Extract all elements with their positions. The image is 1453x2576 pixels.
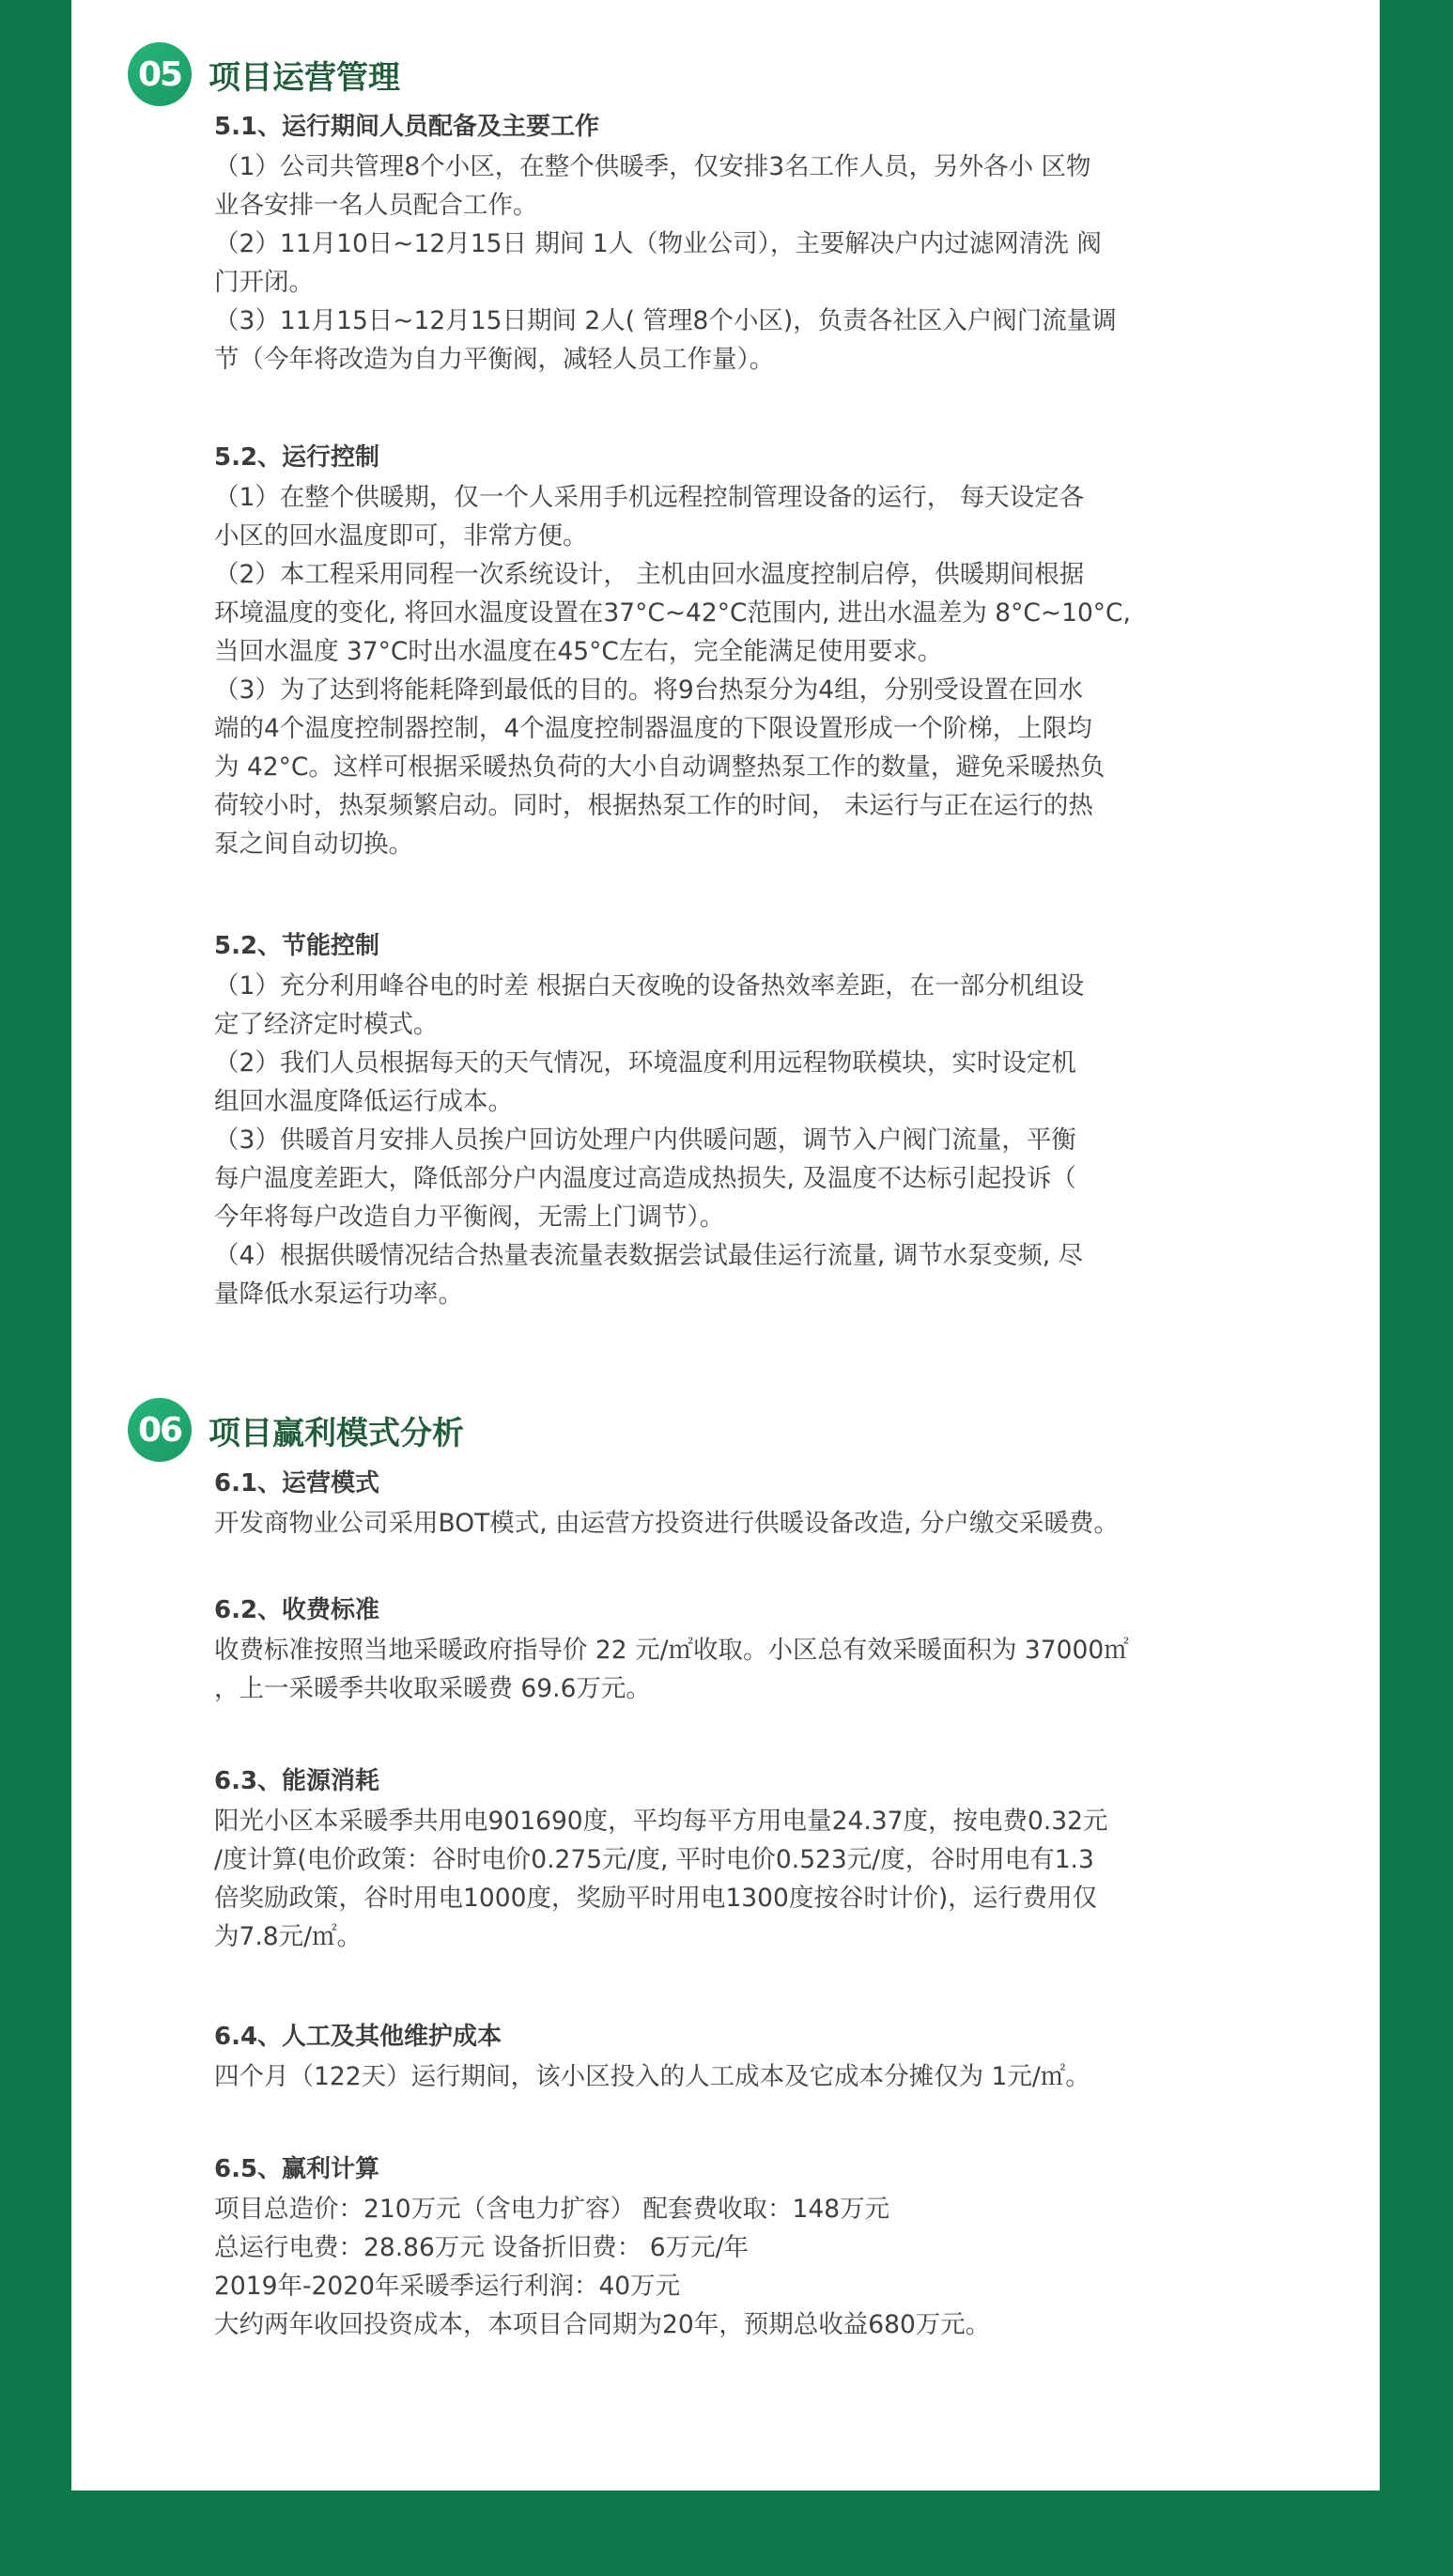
subsection-6-4	[214, 2016, 1257, 2096]
text-line: 荷较小时，热泵频繁启动。同时，根据热泵工作的时间， 未运行与正在运行的热	[214, 791, 1093, 820]
text-line: （2）本工程采用同程一次系统设计， 主机由回水温度控制启停，供暖期间根据	[214, 560, 1085, 589]
subsection-body	[214, 1631, 1257, 1708]
subsection-title: 6.2、收费标准	[214, 1596, 380, 1624]
text-line: 每户温度差距大，降低部分户内温度过高造成热损失, 及温度不达标引起投诉（	[214, 1164, 1076, 1193]
section-title: 项目赢利模式分析	[209, 1414, 464, 1452]
text-line: ，上一采暖季共收取采暖费 69.6万元。	[214, 1674, 651, 1703]
subsection-5-1	[214, 106, 1257, 379]
text-line: 项目总造价：210万元（含电力扩容） 配套费收取：148万元	[214, 2195, 890, 2224]
text-line: （3）为了达到将能耗降到最低的目的。将9台热泵分为4组，分别受设置在回水	[214, 675, 1084, 705]
section-title: 项目运营管理	[209, 58, 400, 97]
text-line: 泵之间自动切换。	[214, 830, 413, 859]
text-line: 节（今年将改造为自力平衡阀，减轻人员工作量）。	[214, 345, 775, 374]
subsection-title: 6.1、运营模式	[214, 1469, 380, 1497]
text-line: 大约两年收回投资成本，本项目合同期为20年，预期总收益680万元。	[214, 2310, 991, 2339]
text-line: 量降低水泵运行功率。	[214, 1280, 463, 1309]
subsection-title: 6.5、赢利计算	[214, 2155, 380, 2183]
subsection-body	[214, 2057, 1257, 2096]
subsection-title: 5.2、节能控制	[214, 932, 380, 960]
text-line: （2）我们人员根据每天的天气情况，环境温度利用远程物联模块，实时设定机	[214, 1048, 1076, 1078]
text-line: （1）在整个供暖期，仅一个人采用手机远程控制管理设备的运行， 每天设定各	[214, 483, 1085, 512]
text-line: 倍奖励政策，谷时用电1000度，奖励平时用电1300度按谷时计价)，运行费用仅	[214, 1884, 1098, 1913]
text-line: 端的4个温度控制器控制，4个温度控制器温度的下限设置形成一个阶梯，上限均	[214, 714, 1092, 743]
text-line: 定了经济定时模式。	[214, 1010, 439, 1039]
text-line: 组回水温度降低运行成本。	[214, 1087, 513, 1116]
text-line: （3）供暖首月安排人员挨户回访处理户内供暖问题，调节入户阀门流量，平衡	[214, 1125, 1076, 1155]
text-line: 阳光小区本采暖季共用电901690度，平均每平方用电量24.37度，按电费0.32元	[214, 1807, 1108, 1836]
text-line: （3）11月15日~12月15日期间 2人( 管理8个小区)，负责各社区入户阀门流量调	[214, 306, 1117, 335]
section-number-badge: 05	[128, 42, 192, 106]
subsection-5-2	[214, 437, 1257, 863]
subsection-6-2	[214, 1590, 1257, 1708]
subsection-body	[214, 2190, 1257, 2344]
subsection-6-3	[214, 1761, 1257, 1956]
text-line: 为7.8元/㎡。	[214, 1922, 363, 1951]
section-number-badge: 06	[128, 1398, 192, 1462]
section-header-6	[128, 1397, 464, 1463]
text-line: 开发商物业公司采用BOT模式, 由运营方投资进行供暖设备改造, 分户缴交采暖费。	[214, 1509, 1119, 1538]
text-line: （2）11月10日~12月15日 期间 1人（物业公司），主要解决户内过滤网清洗 阀	[214, 229, 1102, 258]
subsection-body	[214, 1802, 1257, 1956]
text-line: 四个月（122天）运行期间，该小区投入的人工成本及它成本分摊仅为 1元/㎡。	[214, 2062, 1090, 2091]
subsection-title: 5.2、运行控制	[214, 443, 380, 472]
text-line: 2019年-2020年采暖季运行利润：40万元	[214, 2272, 681, 2301]
text-line: （1）公司共管理8个小区，在整个供暖季，仅安排3名工作人员，另外各小 区物	[214, 152, 1091, 181]
text-line: （1）充分利用峰谷电的时差 根据白天夜晚的设备热效率差距，在一部分机组设	[214, 971, 1085, 1001]
text-line: 小区的回水温度即可，非常方便。	[214, 521, 588, 551]
text-line: 总运行电费：28.86万元 设备折旧费： 6万元/年	[214, 2233, 749, 2262]
text-line: 门开闭。	[214, 268, 314, 297]
text-line: 收费标准按照当地采暖政府指导价 22 元/㎡收取。小区总有效采暖面积为 37000㎡	[214, 1636, 1129, 1665]
subsection-6-1	[214, 1463, 1257, 1543]
text-line: 业各安排一名人员配合工作。	[214, 191, 538, 220]
subsection-6-5	[214, 2149, 1257, 2344]
subsection-title: 6.4、人工及其他维护成本	[214, 2023, 502, 2051]
subsection-5-3	[214, 925, 1257, 1313]
subsection-body	[214, 967, 1257, 1313]
text-line: 为 42°C。这样可根据采暖热负荷的大小自动调整热泵工作的数量，避免采暖热负	[214, 753, 1105, 782]
subsection-body	[214, 478, 1257, 863]
section-header-5	[128, 41, 400, 107]
text-line: 今年将每户改造自力平衡阀，无需上门调节）。	[214, 1203, 725, 1232]
text-line: 当回水温度 37°C时出水温度在45°C左右，完全能满足使用要求。	[214, 637, 943, 666]
subsection-title: 5.1、运行期间人员配备及主要工作	[214, 113, 600, 141]
text-line: （4）根据供暖情况结合热量表流量表数据尝试最佳运行流量, 调节水泵变频, 尽	[214, 1241, 1084, 1270]
text-line: /度计算(电价政策：谷时电价0.275元/度, 平时电价0.523元/度，谷时用电有1.3	[214, 1845, 1094, 1874]
subsection-title: 6.3、能源消耗	[214, 1767, 380, 1795]
subsection-body	[214, 1504, 1257, 1543]
subsection-body	[214, 147, 1257, 379]
text-line: 环境温度的变化, 将回水温度设置在37°C~42°C范围内, 进出水温差为 8°C~10°C,	[214, 598, 1131, 628]
